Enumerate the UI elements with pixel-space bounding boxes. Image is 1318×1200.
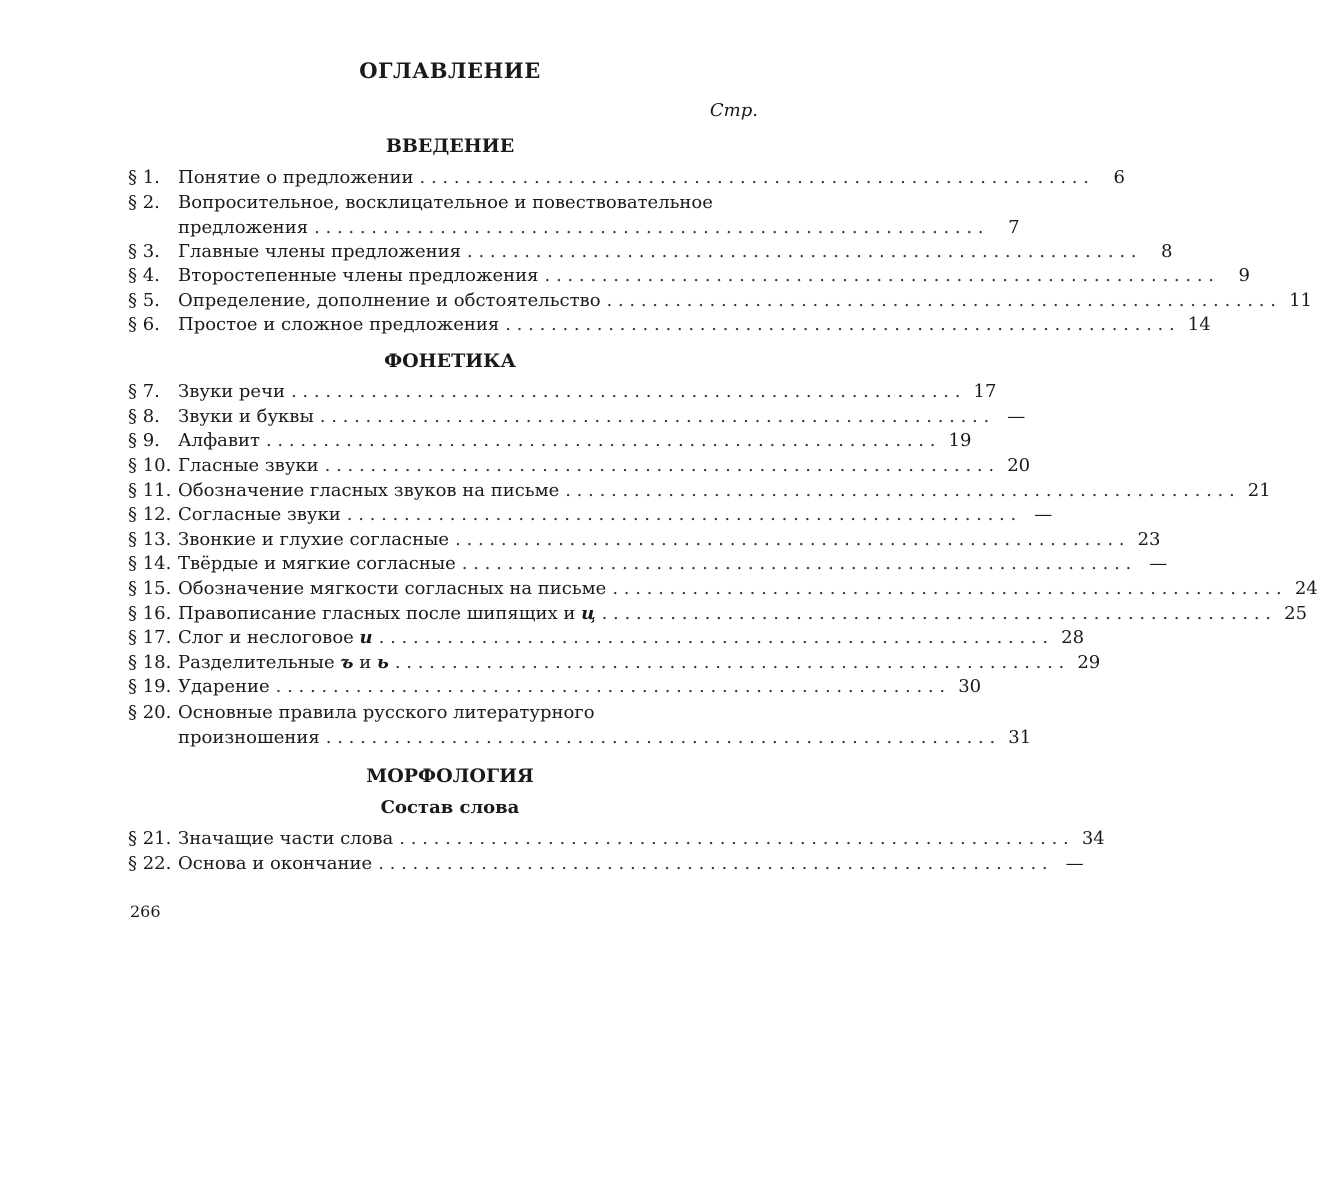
entry-number: § 16. <box>128 603 172 624</box>
entry-title: Гласные звуки <box>178 454 319 479</box>
entry-number: § 19. <box>128 676 172 697</box>
section-heading-morphology: МОРФОЛОГИЯ <box>366 765 534 787</box>
entry-title: Понятие о предложении <box>178 166 414 191</box>
entry-number: § 8. <box>128 406 160 427</box>
leader-dots: . . . . . . . . . . . . . . . . . . . . . . . . . . . . . . . . . . . . . . . . . . . . . . . . . . . . . . . . . . . <box>325 726 996 748</box>
leader-dots: . . . . . . . . . . . . . . . . . . . . . . . . . . . . . . . . . . . . . . . . . . . . . . . . . . . . . . . . . . . <box>505 314 1175 335</box>
toc-entry[interactable] <box>128 405 1026 430</box>
page-title: ОГЛАВЛЕНИЕ <box>359 58 541 83</box>
toc-entry[interactable] <box>128 380 997 405</box>
entry-page: 21 <box>1247 480 1271 501</box>
leader-dots: . . . . . . . . . . . . . . . . . . . . . . . . . . . . . . . . . . . . . . . . . . . . . . . . . . . . . . . . . . . <box>324 455 995 476</box>
leader-dots: . . . . . . . . . . . . . . . . . . . . . . . . . . . . . . . . . . . . . . . . . . . . . . . . . . . . . . . . . . . <box>565 480 1235 501</box>
entry-page: 19 <box>948 430 972 451</box>
entry-number: § 22. <box>128 853 172 874</box>
entry-title: Второстепенные члены предложения <box>178 264 539 289</box>
entry-title: произношения <box>178 726 320 751</box>
toc-entry[interactable] <box>128 552 1168 577</box>
entry-title: Значащие части слова <box>178 827 393 852</box>
entry-title-line1: Основные правила русского литературного <box>178 702 595 723</box>
entry-title-letter: ь <box>376 652 389 673</box>
entry-page: — <box>1034 504 1053 525</box>
leader-dots: . . . . . . . . . . . . . . . . . . . . . . . . . . . . . . . . . . . . . . . . . . . . . . . . . . . . . . . . . . . <box>275 676 946 697</box>
entry-title: Определение, дополнение и обстоятельство <box>178 289 601 314</box>
toc-entry[interactable] <box>128 528 1161 553</box>
entry-page: 8 <box>1161 241 1173 262</box>
leader-dots: . . . . . . . . . . . . . . . . . . . . . . . . . . . . . . . . . . . . . . . . . . . . . . . . . . . . . . . . . . . <box>455 529 1125 550</box>
entry-title: Согласные звуки <box>178 503 341 528</box>
entry-number: § 12. <box>128 504 172 525</box>
toc-entry[interactable] <box>128 602 1308 627</box>
leader-dots: . . . . . . . . . . . . . . . . . . . . . . . . . . . . . . . . . . . . . . . . . . . . . . . . . . . . . . . . . . . <box>612 578 1282 599</box>
leader-dots: . . . . . . . . . . . . . . . . . . . . . . . . . . . . . . . . . . . . . . . . . . . . . . . . . . . . . . . . . . . <box>378 627 1049 648</box>
entry-page: 29 <box>1077 652 1101 673</box>
page-column-label: Стр. <box>709 100 758 121</box>
entry-title-letter: ъ <box>340 652 354 673</box>
entry-number: § 11. <box>128 480 172 501</box>
entry-number: § 5. <box>128 290 160 311</box>
leader-dots: . . . . . . . . . . . . . . . . . . . . . . . . . . . . . . . . . . . . . . . . . . . . . . . . . . . . . . . . . . . <box>346 504 1017 525</box>
entry-page: 23 <box>1137 529 1161 550</box>
toc-entry[interactable] <box>128 191 1020 240</box>
toc-entry[interactable] <box>128 651 1101 676</box>
toc-entry[interactable] <box>128 626 1085 651</box>
entry-number: § 10. <box>128 455 172 476</box>
toc-entry[interactable] <box>128 454 1031 479</box>
leader-dots: . . . . . . . . . . . . . . . . . . . . . . . . . . . . . . . . . . . . . . . . . . . . . . . . . . . . . . . . . . . <box>319 406 990 427</box>
entry-number: § 17. <box>128 627 172 648</box>
toc-entry[interactable] <box>128 264 1250 289</box>
entry-page: 31 <box>1008 726 1032 748</box>
entry-title: Разделительные <box>178 652 335 673</box>
entry-page: 17 <box>973 381 997 402</box>
leader-dots: . . . . . . . . . . . . . . . . . . . . . . . . . . . . . . . . . . . . . . . . . . . . . . . . . . . . . . . . . . . <box>544 265 1214 286</box>
entry-title: Звонкие и глухие согласные <box>178 528 449 553</box>
toc-entry[interactable] <box>128 675 982 700</box>
entry-number: § 6. <box>128 314 160 335</box>
leader-dots: . . . . . . . . . . . . . . . . . . . . . . . . . . . . . . . . . . . . . . . . . . . . . . . . . . . . . . . . . . . <box>461 553 1132 574</box>
entry-title: Главные члены предложения <box>178 240 461 265</box>
toc-entry[interactable] <box>128 289 1312 314</box>
toc-entry[interactable] <box>128 240 1173 265</box>
entry-page: 11 <box>1289 290 1312 311</box>
leader-dots: . . . . . . . . . . . . . . . . . . . . . . . . . . . . . . . . . . . . . . . . . . . . . . . . . . . . . . . . . . . <box>290 381 961 402</box>
entry-title: Ударение <box>178 675 270 700</box>
entry-title: Слог и неслоговое <box>178 627 354 648</box>
toc-entry[interactable] <box>128 429 972 454</box>
entry-page: — <box>1149 553 1168 574</box>
leader-dots: . . . . . . . . . . . . . . . . . . . . . . . . . . . . . . . . . . . . . . . . . . . . . . . . . . . . . . . . . . . <box>601 603 1272 624</box>
entry-number: § 7. <box>128 381 160 402</box>
entry-number: § 14. <box>128 553 172 574</box>
entry-title: Алфавит <box>178 429 260 454</box>
leader-dots: . . . . . . . . . . . . . . . . . . . . . . . . . . . . . . . . . . . . . . . . . . . . . . . . . . . . . . . . . . . <box>467 241 1137 262</box>
entry-page: 24 <box>1294 578 1318 599</box>
entry-page: 6 <box>1113 167 1125 188</box>
entry-number: § 9. <box>128 430 160 451</box>
entry-page: 28 <box>1061 627 1085 648</box>
entry-title: Простое и сложное предложения <box>178 313 499 338</box>
entry-page: 25 <box>1284 603 1308 624</box>
leader-dots: . . . . . . . . . . . . . . . . . . . . . . . . . . . . . . . . . . . . . . . . . . . . . . . . . . . . . . . . . . . <box>394 652 1065 673</box>
toc-entry[interactable] <box>128 827 1105 852</box>
entry-title: Основа и окончание <box>178 852 372 877</box>
entry-number: § 13. <box>128 529 172 550</box>
toc-entry[interactable] <box>128 166 1125 191</box>
entry-title: Звуки и буквы <box>178 405 314 430</box>
subsection-heading-word-structure: Состав слова <box>380 797 520 818</box>
entry-title: Обозначение гласных звуков на письме <box>178 479 559 504</box>
entry-number: § 21. <box>128 828 172 849</box>
entry-title: предложения <box>178 216 308 241</box>
entry-page: 14 <box>1187 314 1211 335</box>
toc-entry[interactable] <box>128 503 1053 528</box>
entry-page: 34 <box>1081 828 1105 849</box>
toc-entry[interactable] <box>128 577 1318 602</box>
leader-dots: . . . . . . . . . . . . . . . . . . . . . . . . . . . . . . . . . . . . . . . . . . . . . . . . . . . . . . . . . . . <box>606 290 1276 311</box>
entry-title: Правописание гласных после шипящих и <box>178 603 576 624</box>
entry-page: 9 <box>1238 265 1250 286</box>
entry-page: 7 <box>1008 216 1020 238</box>
entry-number: § 20. <box>128 702 172 723</box>
entry-title-line1: Вопросительное, восклицательное и повествовательное <box>178 192 713 213</box>
section-heading-intro: ВВЕДЕНИЕ <box>385 135 515 157</box>
entry-number: § 2. <box>128 192 160 213</box>
leader-dots: . . . . . . . . . . . . . . . . . . . . . . . . . . . . . . . . . . . . . . . . . . . . . . . . . . . . . . . . . . . <box>378 853 1048 874</box>
entry-title: Твёрдые и мягкие согласные <box>178 552 456 577</box>
toc-entry[interactable] <box>128 701 1032 750</box>
toc-entry[interactable] <box>128 852 1084 877</box>
entry-page: — <box>1007 406 1026 427</box>
entry-title-letter: и <box>359 627 373 648</box>
leader-dots: . . . . . . . . . . . . . . . . . . . . . . . . . . . . . . . . . . . . . . . . . . . . . . . . . . . . . . . . . . . <box>314 216 984 238</box>
leader-dots: . . . . . . . . . . . . . . . . . . . . . . . . . . . . . . . . . . . . . . . . . . . . . . . . . . . . . . . . . . . <box>265 430 936 451</box>
entry-number: § 18. <box>128 652 172 673</box>
entry-number: § 3. <box>128 241 160 262</box>
toc-entry[interactable] <box>128 479 1271 504</box>
entry-number: § 15. <box>128 578 172 599</box>
entry-title-conj: и <box>359 652 372 673</box>
page-number: 266 <box>130 902 161 921</box>
entry-page: 30 <box>958 676 982 697</box>
entry-number: § 1. <box>128 167 160 188</box>
toc-entry[interactable] <box>128 313 1211 338</box>
leader-dots: . . . . . . . . . . . . . . . . . . . . . . . . . . . . . . . . . . . . . . . . . . . . . . . . . . . . . . . . . . . <box>399 828 1069 849</box>
entry-title-letter: ц <box>581 603 596 624</box>
leader-dots: . . . . . . . . . . . . . . . . . . . . . . . . . . . . . . . . . . . . . . . . . . . . . . . . . . . . . . . . . . . <box>419 167 1089 188</box>
entry-page: 20 <box>1007 455 1031 476</box>
section-heading-phonetics: ФОНЕТИКА <box>384 350 516 372</box>
entry-title: Звуки речи <box>178 380 285 405</box>
entry-title: Обозначение мягкости согласных на письме <box>178 577 606 602</box>
entry-number: § 4. <box>128 265 160 286</box>
entry-page: — <box>1065 853 1084 874</box>
